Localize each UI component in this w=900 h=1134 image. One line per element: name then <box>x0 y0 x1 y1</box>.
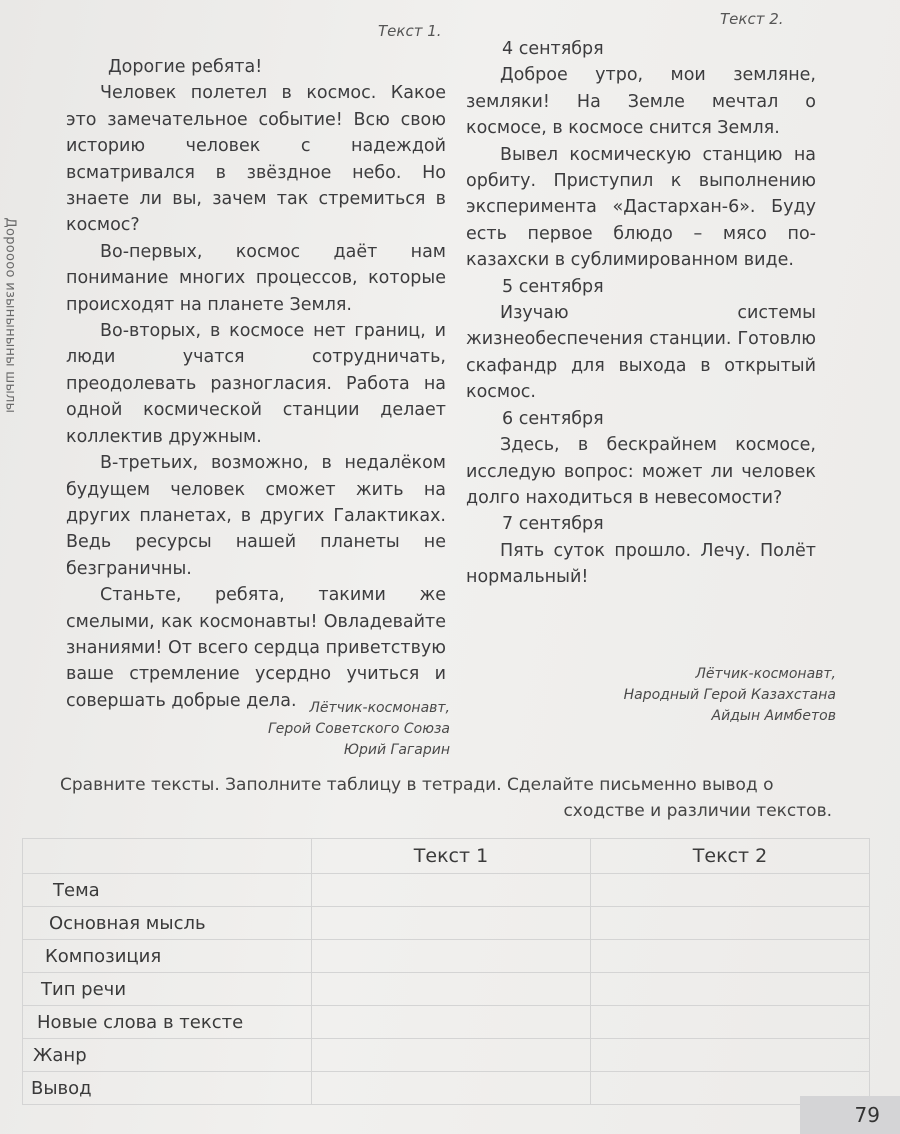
diary-date: 6 сентября <box>502 408 604 429</box>
text1-heading: Текст 1. <box>378 22 442 40</box>
comparison-table <box>22 838 870 1105</box>
diary-paragraph: Пять суток прошло. Лечу. Полёт нормальный! <box>466 540 816 588</box>
text1-paragraph: Станьте, ребята, такими же смелыми, как космонавты! Овладевайте знаниями! От всего сердца приветствую ваше стремление усердно учиться и совершать добрые дела. <box>66 585 446 711</box>
text1-signature <box>200 698 450 761</box>
table-cell <box>312 940 591 973</box>
text1-column <box>66 54 446 714</box>
table-header-cell: Текст 2 <box>591 839 870 874</box>
table-cell <box>312 1006 591 1039</box>
text1-paragraph: Во-первых, космос даёт нам понимание многих процессов, которые происходят на планете Земля. <box>66 241 446 315</box>
table-cell <box>591 874 870 907</box>
row-label: Новые слова в тексте <box>23 1006 312 1039</box>
row-label: Основная мысль <box>23 907 312 940</box>
table-cell <box>312 973 591 1006</box>
table-cell <box>312 1072 591 1105</box>
text2-signature <box>560 664 836 727</box>
row-label: Вывод <box>23 1072 312 1105</box>
diary-paragraph: Вывел космическую станцию на орбиту. Приступил к выполнению эксперимента «Дастархан-6». Буду есть первое блюдо – мясо по-казахски в сублимированном виде. <box>466 144 816 271</box>
row-label: Композиция <box>23 940 312 973</box>
page-number: 79 <box>800 1096 900 1134</box>
table-cell <box>591 973 870 1006</box>
task-instruction <box>60 772 832 824</box>
table-cell <box>591 1039 870 1072</box>
table-cell <box>591 940 870 973</box>
row-label: Жанр <box>23 1039 312 1072</box>
diary-paragraph: Изучаю системы жизнеобеспечения станции. Готовлю скафандр для выхода в открытый космос. <box>466 303 816 403</box>
diary-date: 5 сентября <box>502 276 604 297</box>
table-row <box>23 907 870 940</box>
text1-greeting: Дорогие ребята! <box>108 57 263 77</box>
diary-date: 7 сентября <box>502 514 604 535</box>
table-cell <box>591 907 870 940</box>
table-cell <box>591 1006 870 1039</box>
table-cell <box>312 1039 591 1072</box>
table-row <box>23 940 870 973</box>
table-row <box>23 973 870 1006</box>
diary-paragraph: Доброе утро, мои земляне, земляки! На Земле мечтал о космосе, в космосе снится Земля. <box>466 65 816 139</box>
text2-heading: Текст 2. <box>720 10 784 28</box>
signature-line: Герой Советского Союза <box>267 721 450 737</box>
row-label: Тема <box>23 874 312 907</box>
row-label: Тип речи <box>23 973 312 1006</box>
signature-line: Лётчик-космонавт, <box>309 700 450 716</box>
table-header-cell <box>23 839 312 874</box>
signature-line: Народный Герой Казахстана <box>623 687 836 703</box>
signature-line: Айдын Аимбетов <box>711 708 836 724</box>
table-row <box>23 1039 870 1072</box>
text1-paragraph: В-третьих, возможно, в недалёком будущем человек сможет жить на других планетах, в других Галактиках. Ведь ресурсы нашей планеты не безграничны. <box>66 453 446 579</box>
diary-date: 4 сентября <box>502 39 604 59</box>
table-cell <box>312 874 591 907</box>
text2-column <box>466 36 816 591</box>
text1-paragraph: Человек полетел в космос. Какое это замечательное событие! Всю свою историю человек с надеждой всматривался в звёздное небо. Но знаете ли вы, зачем так стремиться в космос? <box>66 83 446 236</box>
task-line-2: сходстве и различии текстов. <box>563 801 832 821</box>
table-row <box>23 1072 870 1105</box>
signature-line: Лётчик-космонавт, <box>695 666 836 682</box>
margin-vertical-text: Дороооо изыныныны шылы <box>2 217 18 414</box>
task-line-1: Сравните тексты. Заполните таблицу в тетради. Сделайте письменно вывод о <box>60 775 774 795</box>
table-header-row <box>23 839 870 874</box>
signature-line: Юрий Гагарин <box>343 742 450 758</box>
table-row <box>23 874 870 907</box>
diary-paragraph: Здесь, в бескрайнем космосе, исследую вопрос: может ли человек долго находиться в невесомости? <box>466 435 816 508</box>
table-cell <box>312 907 591 940</box>
table-header-cell: Текст 1 <box>312 839 591 874</box>
table-row <box>23 1006 870 1039</box>
text1-paragraph: Во-вторых, в космосе нет границ, и люди учатся сотрудничать, преодолевать разногласия. Работа на одной космической станции делает коллектив дружным. <box>66 321 446 447</box>
